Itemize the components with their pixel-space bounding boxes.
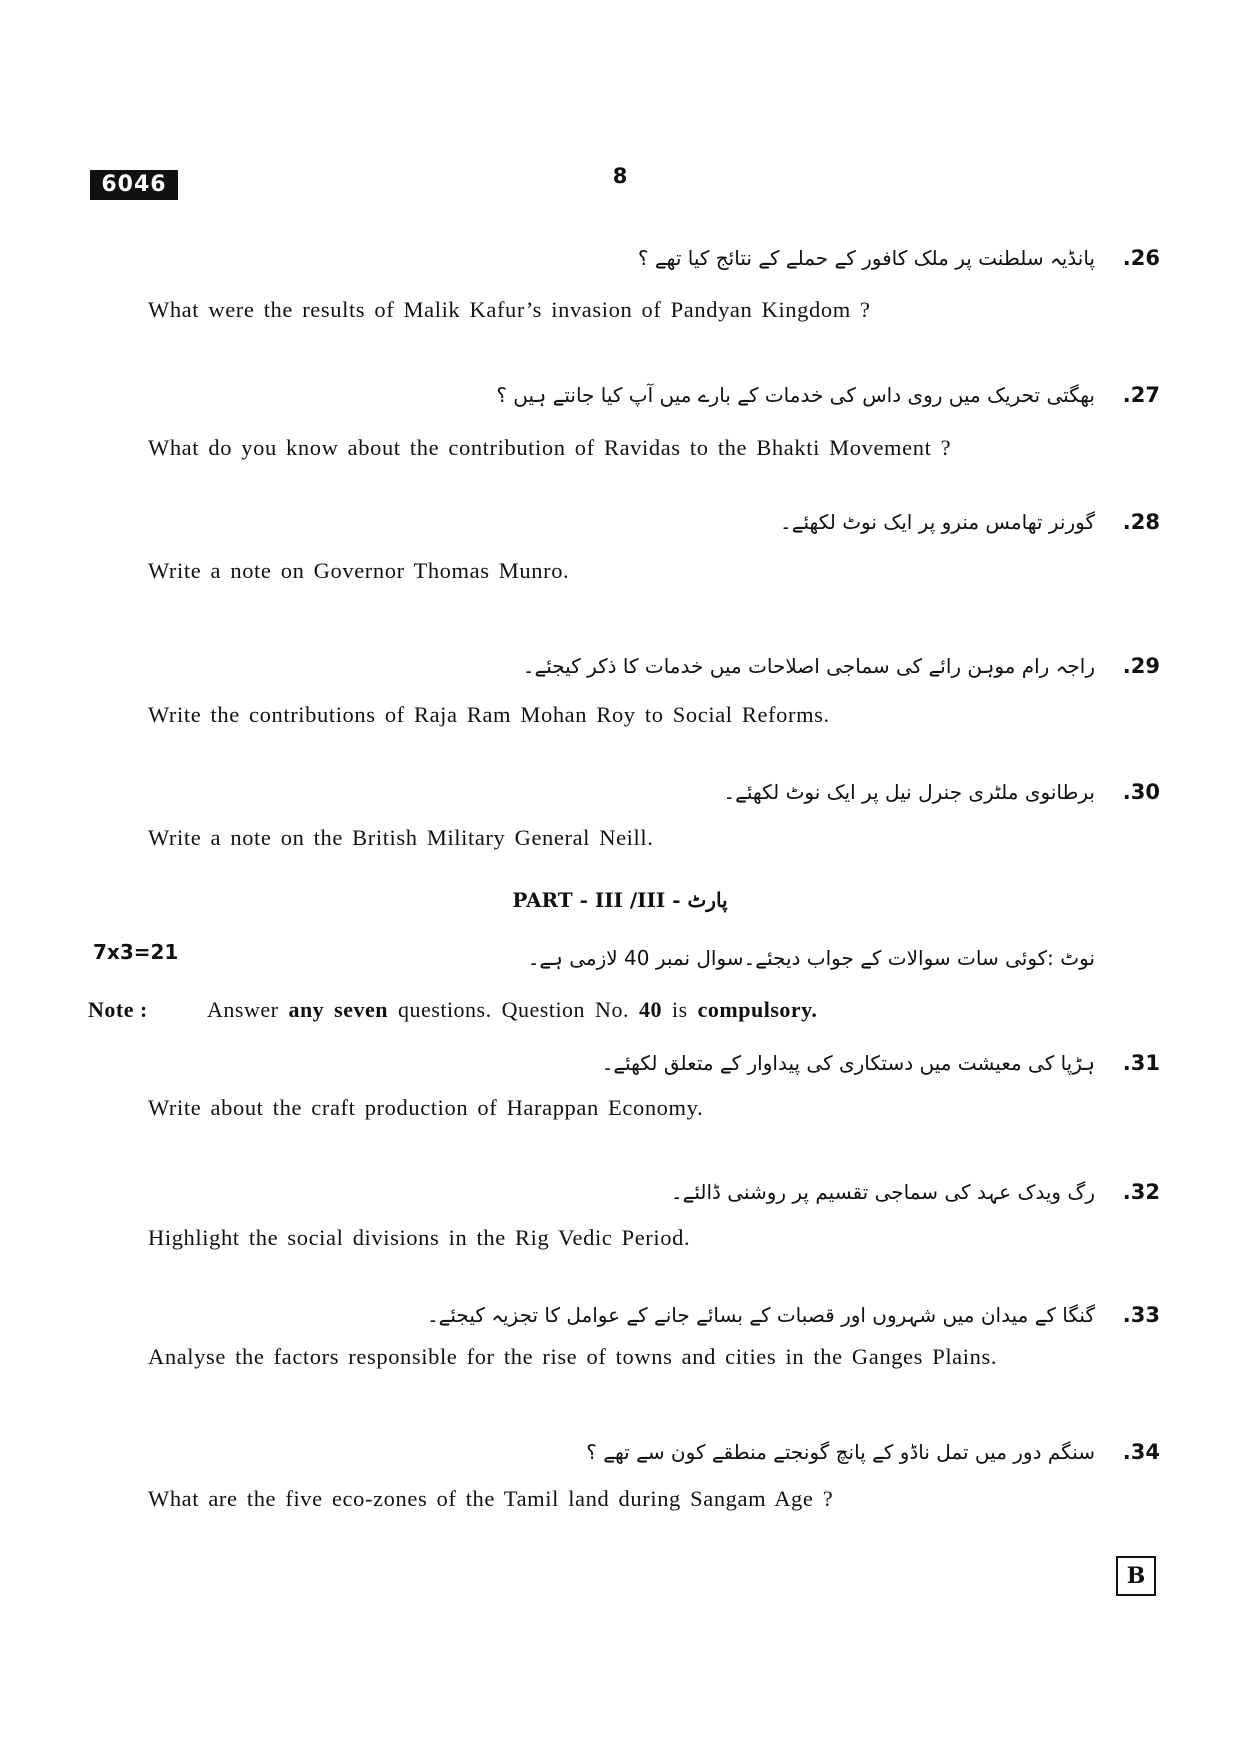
note-part: Answer [207,997,289,1022]
question-english: Write a note on the British Military General Neill. [148,825,654,850]
question-urdu: پانڈیہ سلطنت پر ملک کافور کے حملے کے نتائج کیا تھے ؟ [637,246,1095,270]
question-number: .34 [1122,1440,1160,1464]
question-english: Write about the craft production of Harappan Economy. [148,1095,704,1120]
note-text [207,997,817,1023]
question-number: .26 [1122,246,1160,270]
note-label: Note : [88,997,148,1022]
question-urdu: راجہ رام موہن رائے کی سماجی اصلاحات میں خدمات کا ذکر کیجئے۔ [522,654,1095,678]
page-number: 8 [612,164,628,188]
question-urdu: گورنر تھامس منرو پر ایک نوٹ لکھئے۔ [780,510,1095,534]
question-english: Highlight the social divisions in the Rig Vedic Period. [148,1225,691,1250]
note-part-bold: compulsory. [697,997,818,1022]
question-english: What do you know about the contribution of Ravidas to the Bhakti Movement ? [148,435,952,460]
question-english: Analyse the factors responsible for the rise of towns and cities in the Ganges Plains. [148,1344,998,1369]
question-number: .31 [1122,1051,1160,1075]
question-number: .29 [1122,654,1160,678]
note-part: is [661,997,698,1022]
paper-code: 6046 [90,170,178,200]
question-urdu: گنگا کے میدان میں شہروں اور قصبات کے بسائے جانے کے عوامل کا تجزیہ کیجئے۔ [426,1303,1095,1327]
question-urdu: بھگتی تحریک میں روی داس کی خدمات کے بارے میں آپ کیا جانتے ہیں ؟ [496,383,1095,407]
marks-scheme: 7x3=21 [93,940,179,964]
question-english: Write the contributions of Raja Ram Mohan Roy to Social Reforms. [148,702,830,727]
question-number: .28 [1122,510,1160,534]
question-number: .27 [1122,383,1160,407]
note-part: questions. Question No. [388,997,639,1022]
question-english: What are the five eco-zones of the Tamil land during Sangam Age ? [148,1486,834,1511]
part-title: PART - III /III - پارٹ [512,888,728,912]
note-urdu: نوٹ :کوئی سات سوالات کے جواب دیجئے۔سوال نمبر 40 لازمی ہے۔ [527,946,1095,970]
note-part-bold: 40 [638,997,662,1022]
question-urdu: سنگم دور میں تمل ناڈو کے پانچ گونجتے منطقے کون سے تھے ؟ [586,1440,1095,1464]
booklet-code-box: B [1116,1556,1156,1596]
question-number: .33 [1122,1303,1160,1327]
question-english: Write a note on Governor Thomas Munro. [148,558,570,583]
question-number: .30 [1122,780,1160,804]
question-urdu: برطانوی ملٹری جنرل نیل پر ایک نوٹ لکھئے۔ [723,780,1095,804]
note-part-bold: any seven [288,997,388,1022]
question-urdu: رگ ویدک عہد کی سماجی تقسیم پر روشنی ڈالئے۔ [670,1180,1095,1204]
question-english: What were the results of Malik Kafur’s invasion of Pandyan Kingdom ? [148,297,871,322]
question-urdu: ہڑپا کی معیشت میں دستکاری کی پیداوار کے متعلق لکھئے۔ [601,1051,1095,1075]
question-number: .32 [1122,1180,1160,1204]
